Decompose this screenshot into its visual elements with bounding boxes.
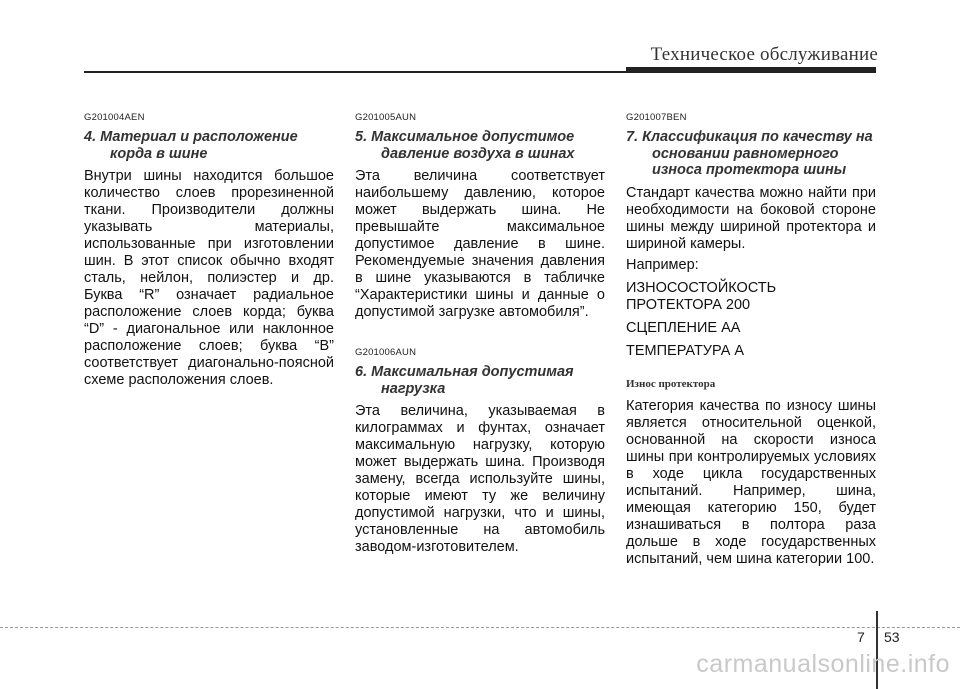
section-heading: 5. Максимальное допустимое давление воздуха в шинах	[355, 129, 575, 162]
example-line: ИЗНОСОСТОЙКОСТЬ	[626, 279, 777, 296]
section-body: Категория качества по износу шины является относительной оценкой, основанной на скорости износа шины при контролируемых условиях в ходе цикла государственных испытаний. Например, шина, имеющая категорию 150, будет изнашиваться в полтора раза дольше в ходе государственных испытаний, чем шина категории 100.	[626, 397, 876, 567]
section-code: G201007BEN	[626, 112, 687, 123]
section-body: Эта величина соответствует наибольшему давлению, которое может выдержать шина. Не превышайте максимальное допустимое давление в шине. Рекомендуемые значения давления в шине указываются в табличке “Характеристики шины и данные о допустимой загрузке автомобиля”.	[355, 168, 605, 320]
watermark: carmanualsonline.info	[696, 650, 950, 678]
column-3	[626, 112, 876, 572]
section-body: Эта величина, указываемая в килограммах и фунтах, означает максимальную нагрузку, которую может выдержать шина. Производя замену, всегда используйте шины, которые имеют ту же величину допустимой нагрузки, что и шины, установленные на автомобиль заводом-изготовителем.	[355, 403, 605, 555]
example-line: ТЕМПЕРАТУРА А	[626, 342, 745, 359]
section-body: Стандарт качества можно найти при необходимости на боковой стороне шины между шириной протектора и шириной камеры.	[626, 184, 876, 252]
example-line: СЦЕПЛЕНИЕ АА	[626, 319, 741, 336]
column-1	[84, 112, 334, 393]
section-code: G201004AEN	[84, 112, 145, 123]
header-bar	[626, 67, 876, 73]
subheading: Износ протектора	[626, 377, 716, 390]
footer-rule	[0, 627, 960, 628]
section-body: Внутри шины находится большое количество слоев прорезиненной ткани. Производители должны указывать материалы, использованные при изготовлении шин. В этот список обычно входят сталь, нейлон, полиэстер и др. Буква “R” означает радиальное расположение слоев корда; буква “D” - диагональное или наклонное расположение слоев; буква “B” соответствует диагонально-поясной схеме расположения слоев.	[84, 168, 334, 388]
example-line: ПРОТЕКТОРА 200	[626, 296, 751, 313]
column-2	[355, 112, 605, 560]
section-code: G201006AUN	[355, 347, 417, 358]
example-label: Например:	[626, 256, 699, 273]
header-title: Техническое обслуживание	[650, 44, 878, 65]
section-code: G201005AUN	[355, 112, 417, 123]
section-heading: 7. Классификация по качеству на основании равномерного износа протектора шины	[626, 129, 873, 178]
chapter-number: 7	[857, 629, 865, 645]
section-heading: 6. Максимальная допустимая нагрузка	[355, 364, 574, 397]
page-number: 53	[884, 629, 900, 645]
section-heading: 4. Материал и расположение корда в шине	[84, 129, 298, 162]
